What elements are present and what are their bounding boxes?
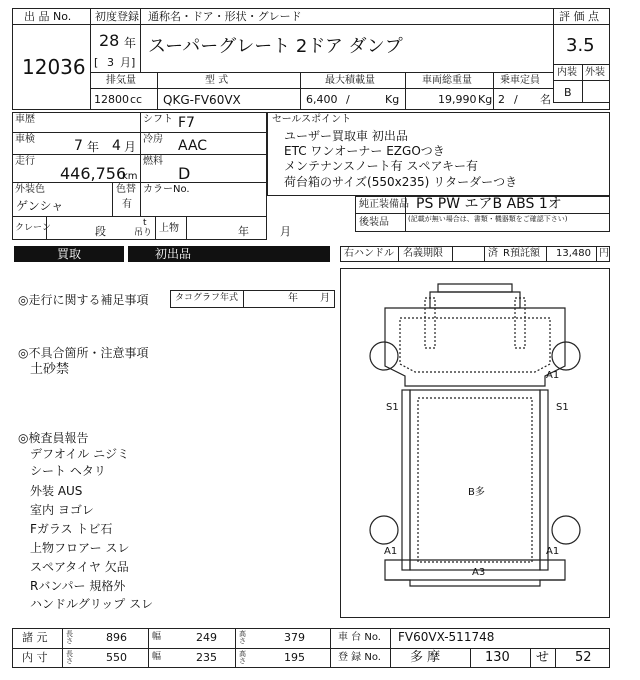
inspector-item: Rバンパー 規格外 (30, 579, 126, 593)
right-side-panel (540, 390, 548, 570)
length-label: 長さ (66, 650, 73, 666)
equipment-label: 純正装備品 (359, 199, 409, 210)
gvw-label: 車両総重量 (422, 75, 472, 86)
sales-point-line: 荷台箱のサイズ(550x235) リターダーつき (284, 175, 518, 189)
purchase-badge: 買取 (14, 246, 124, 262)
tachograph-label: タコグラフ年式 (175, 293, 239, 303)
gvw-unit: Kg (478, 93, 493, 106)
cab-inner (400, 318, 550, 372)
capacity-sep: / (514, 93, 518, 106)
color-change-mark: 有 (122, 199, 132, 210)
recycle-label: R預託額 (503, 248, 540, 259)
sales-point-line: ETC ワンオーナー EZGOつき (284, 144, 445, 158)
interior-label: 内装 (557, 67, 577, 78)
width-label: 幅 (152, 652, 162, 662)
front-right-wheel (552, 342, 580, 370)
diagram-mark-right-side: S1 (556, 402, 569, 413)
front-left-wheel (370, 342, 398, 370)
color-number-label: カラーNo. (143, 184, 190, 195)
length-label: 長さ (66, 630, 73, 646)
capacity-unit: 名 (540, 93, 551, 106)
gvw-value: 19,990 (438, 93, 477, 106)
registration-label: 登 録 No. (338, 652, 381, 663)
fuel-label: 燃料 (143, 156, 163, 167)
sales-point-label: セールスポイント (272, 114, 352, 125)
width-label: 幅 (152, 632, 162, 642)
vehicle-name: スーパーグレート 2ドア ダンプ (148, 36, 403, 57)
left-side-panel (402, 390, 410, 570)
inspection-month-unit: 月 (124, 140, 137, 154)
mileage-unit: km (122, 171, 138, 182)
exterior-label: 外装 (585, 67, 605, 78)
shift-value: F7 (178, 115, 195, 131)
ac-label: 冷房 (143, 134, 163, 145)
tachograph-month-unit: 月 (320, 293, 330, 304)
cab-outline (385, 308, 565, 386)
inner-height: 195 (284, 651, 305, 664)
color-label: 外装色 (15, 184, 45, 195)
windshield (430, 292, 520, 308)
displacement-unit: cc (130, 93, 143, 106)
registration-number: 52 (575, 650, 592, 665)
equipment-value: PS PW エアB ABS 1オ (416, 196, 562, 212)
sales-point-line: ユーザー買取車 初出品 (284, 129, 408, 143)
color-value: ゲンシャ (16, 199, 64, 213)
crane-label: クレーン (15, 223, 51, 233)
score-label: 評 価 点 (559, 10, 599, 23)
defects-label: ◎不具合箇所・注意事項 (18, 346, 149, 360)
body-month-unit: 月 (280, 225, 291, 238)
inner-dimensions-label: 内 寸 (22, 651, 48, 664)
recycle-unit: 円 (599, 248, 609, 259)
height-label: 高さ (239, 650, 246, 666)
steering-value: 右ハンドル (344, 248, 394, 259)
month-bracket-open: [ (94, 56, 99, 69)
diagram-mark-left-side: S1 (386, 402, 399, 413)
inner-width: 235 (196, 651, 217, 664)
inspection-label: 車検 (15, 134, 35, 145)
inspector-report-label: ◎検査員報告 (18, 431, 89, 445)
model-label: 型 式 (205, 75, 229, 86)
sales-point-line: メンテナンスノート有 スペアキー有 (284, 159, 479, 173)
aftermarket-note: (記載が無い場合は、書類・機器類をご確認下さい) (408, 215, 568, 223)
registration-kana: せ (536, 650, 550, 665)
body-year-unit: 年 (238, 225, 249, 238)
inspector-item: 外装 AUS (30, 484, 83, 498)
lot-label: 出 品 No. (24, 10, 72, 23)
mileage-value: 446,756 (60, 164, 127, 183)
chassis-number: FV60VX-511748 (398, 630, 495, 644)
score-value: 3.5 (566, 35, 595, 56)
registration-year-unit: 年 (124, 36, 137, 50)
inspector-item: シート ヘタリ (30, 464, 106, 478)
registration-year: 28 (99, 31, 120, 50)
driving-notes-label: ◎走行に関する補足事項 (18, 293, 149, 307)
fuel-value: D (178, 164, 191, 183)
history-label: 車歴 (15, 114, 35, 125)
height-label: 高さ (239, 630, 246, 646)
inspector-item: デフオイル ニジミ (30, 447, 130, 461)
recycle-value: 13,480 (556, 248, 591, 259)
color-change-label: 色替 (116, 184, 136, 195)
registration-month: 3 (107, 56, 114, 69)
month-bracket-close: 月] (120, 56, 136, 69)
mileage-label: 走行 (15, 156, 35, 167)
inspection-year: 7 (74, 138, 83, 154)
first-registration-label: 初度登録 (95, 10, 139, 23)
listing-badge: 初出品 (128, 246, 218, 262)
overall-width: 249 (196, 631, 217, 644)
bed-outline (410, 390, 540, 570)
defect-item: 土砂禁 (30, 362, 70, 377)
inspection-month: 4 (112, 138, 121, 154)
diagram-mark-rear-left-wheel: A1 (384, 546, 398, 557)
overall-length: 896 (106, 631, 127, 644)
displacement-value: 12800 (94, 93, 129, 106)
registration-class: 130 (485, 650, 510, 665)
diagram-mark-rear-gate: A3 (472, 567, 486, 578)
max-load-sep: / (346, 93, 350, 106)
diagram-mark-bed-floor: B多 (468, 487, 485, 498)
shift-label: シフト (143, 114, 173, 125)
crane-stage: 段 (95, 225, 106, 238)
aftermarket-label: 後装品 (359, 217, 389, 228)
inspector-item: 上物フロアー スレ (30, 541, 130, 555)
capacity-label: 乗車定員 (500, 75, 540, 86)
model-value: QKG-FV60VX (163, 93, 241, 107)
vehicle-name-label: 通称名・ドア・形状・グレード (148, 10, 302, 23)
max-load-label: 最大積載量 (325, 75, 375, 86)
capacity-value: 2 (498, 93, 505, 106)
rear-right-wheel (552, 516, 580, 544)
lot-number: 12036 (22, 55, 86, 79)
body-label: 上物 (159, 223, 179, 234)
inner-length: 550 (106, 651, 127, 664)
max-load-value: 6,400 (306, 93, 338, 106)
inspector-item: 室内 ヨゴレ (30, 503, 94, 517)
inspector-item: ハンドルグリップ スレ (30, 597, 154, 611)
overall-dimensions-label: 諸 元 (22, 631, 48, 644)
inspection-year-unit: 年 (87, 140, 100, 154)
diagram-mark-front-right-wheel: A1 (546, 370, 560, 381)
recycle-mark: 済 (488, 248, 498, 259)
inspector-item: スペアタイヤ 欠品 (30, 560, 129, 574)
ac-value: AAC (178, 138, 208, 154)
crane-hang: 吊り (134, 228, 153, 238)
tachograph-year-unit: 年 (288, 293, 298, 304)
crane-ton: t (143, 218, 147, 228)
max-load-unit: Kg (385, 93, 400, 106)
overall-height: 379 (284, 631, 305, 644)
truck-diagram (340, 268, 610, 618)
diagram-mark-rear-right-wheel: A1 (546, 546, 560, 557)
rear-left-wheel (370, 516, 398, 544)
chassis-label: 車 台 No. (338, 632, 381, 643)
title-expiry-label: 名義期限 (403, 248, 443, 259)
interior-grade: B (564, 86, 572, 99)
inspector-item: Fガラス トビ石 (30, 522, 113, 536)
registration-area: 多 摩 (410, 650, 441, 665)
displacement-label: 排気量 (106, 75, 136, 86)
